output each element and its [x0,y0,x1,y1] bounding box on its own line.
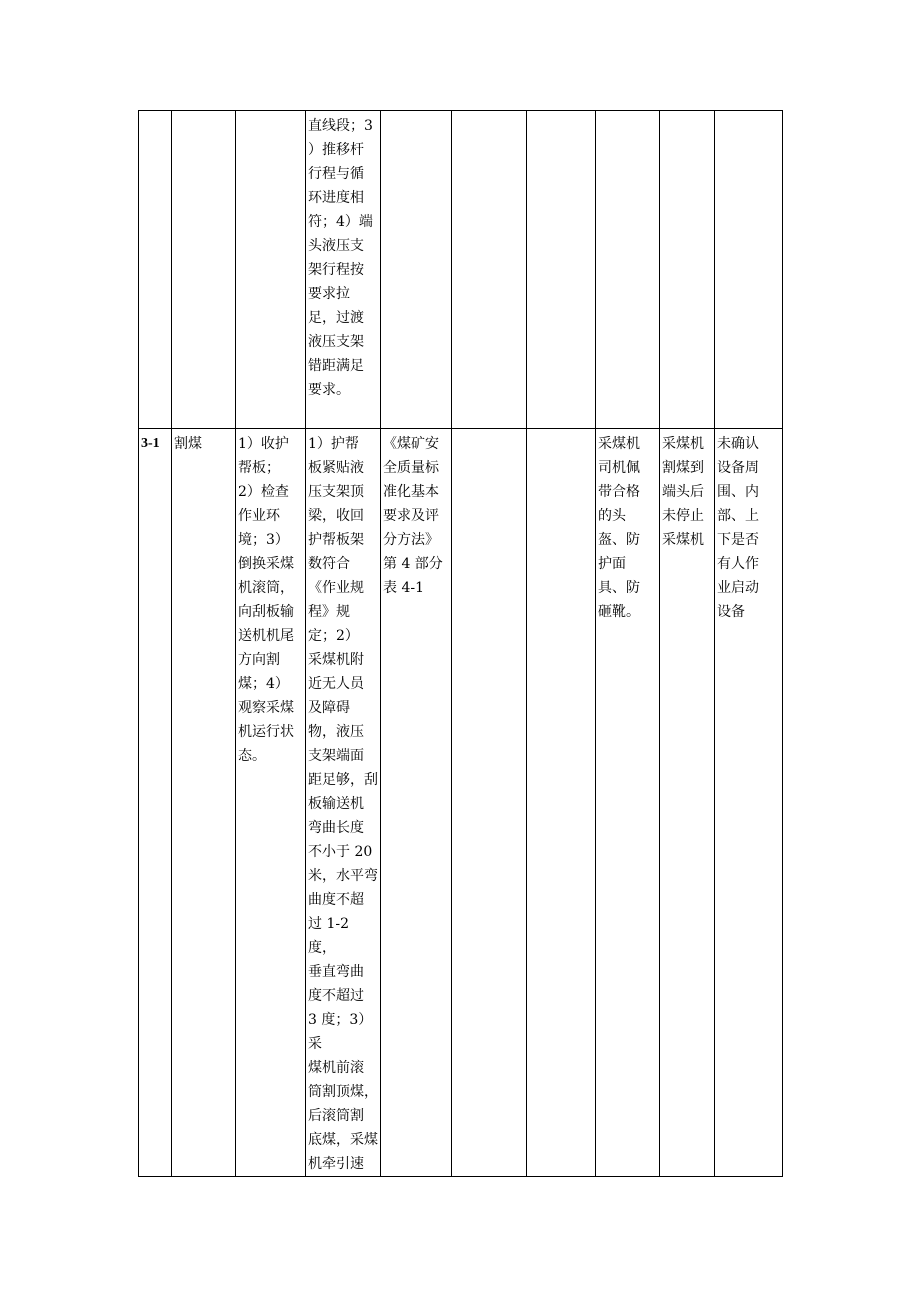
requirements-continued-text: 直线段；3 ）推移杆 行程与循 环进度相 符；4）端 头液压支 架行程按 要求拉 足，过渡 液压支架 错距满足 要求。 [308,118,373,398]
cell-ppe [596,111,660,429]
cell-col7 [527,429,596,1177]
cell-reference [381,429,452,1177]
violation-text: 采煤机 割煤到 端头后 未停止 采煤机 [662,436,704,548]
cell-col6 [452,429,527,1177]
reference-text: 《煤矿安 全质量标 准化基本 要求及评 分方法》 第 4 部分 表 4-1 [383,436,443,596]
cell-requirements [306,429,381,1177]
cell-col6 [452,111,527,429]
cell-violation [660,111,715,429]
row-id: 3-1 [139,429,172,1177]
cell-ppe [596,429,660,1177]
cell-requirements [306,111,381,429]
requirements-text: 1）护帮 板紧贴液 压支架顶 梁，收回 护帮板架 数符合 《作业规 程》规 定；2） 采煤机附 近无人员 及障碍 物，液压 支架端面 距足够，刮 板输送机 弯曲长度 不小于 20 米，水平弯 曲度不超 过 1-2 度， 垂直弯曲 度不超过 3 度；3）采 煤机前滚 筒割顶煤， 后滚筒割 底煤，采煤 机牵引速 [308,436,378,1172]
cell-id [139,111,172,429]
cell-steps [236,111,306,429]
table-row [139,429,783,1177]
procedure-table [138,110,783,1177]
cell-hazard [715,429,783,1177]
cell-col7 [527,111,596,429]
cell-name [172,111,236,429]
cell-steps [236,429,306,1177]
ppe-text: 采煤机 司机佩 带合格 的头 盔、防 护面 具、防 砸靴。 [598,436,640,620]
table-row [139,111,783,429]
row-name: 割煤 [172,429,236,1177]
steps-text: 1）收护 帮板； 2）检查 作业环 境；3） 倒换采煤 机滚筒， 向刮板输 送机机尾 方向割 煤；4） 观察采煤 机运行状 态。 [238,436,294,764]
hazard-text: 未确认 设备周 围、内 部、上 下是否 有人作 业启动 设备 [717,436,759,620]
cell-reference [381,111,452,429]
cell-hazard [715,111,783,429]
cell-violation [660,429,715,1177]
